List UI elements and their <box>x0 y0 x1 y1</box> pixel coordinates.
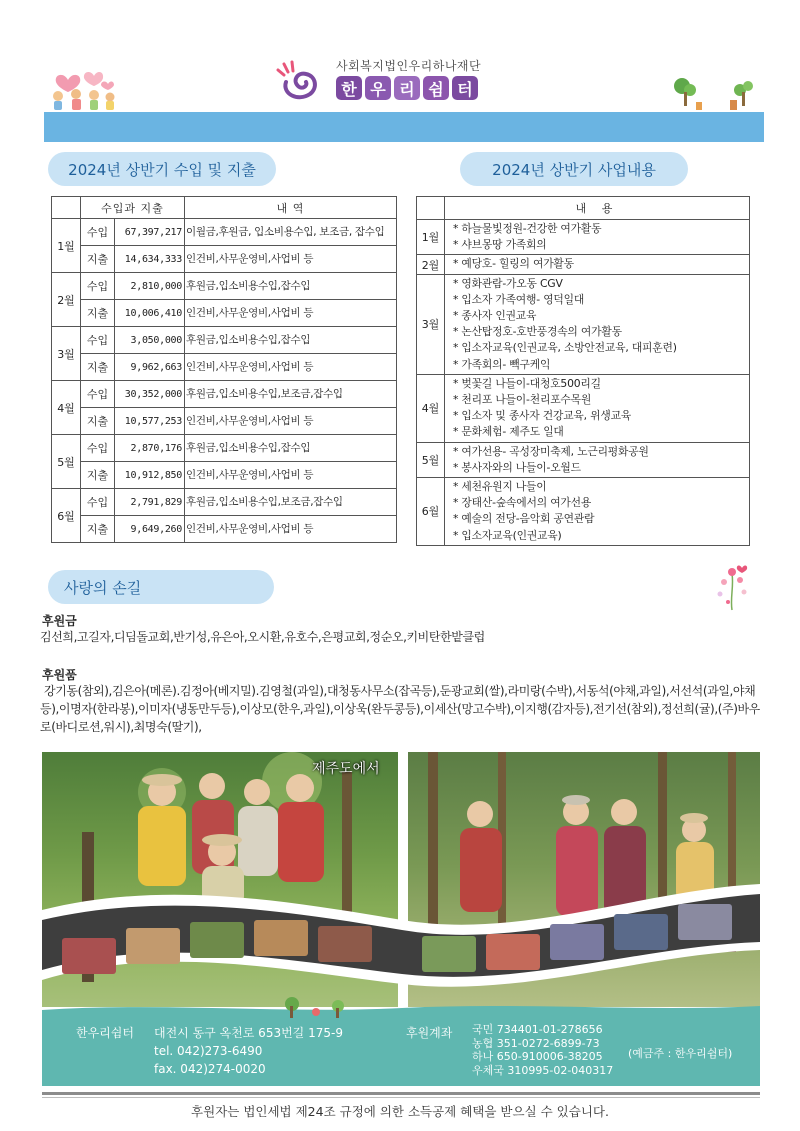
table-row <box>52 354 397 381</box>
program-item: * 논산탑정호-호반풍경속의 여가활동 <box>453 325 622 339</box>
table-row <box>52 327 397 354</box>
kind-cell: 지출 <box>81 462 115 489</box>
program-item: * 여가선용- 곡성장미축제, 노근리평화공원 <box>453 444 649 458</box>
table-row <box>52 246 397 273</box>
desc-cell: 인건비,사무운영비,사업비 등 <box>185 408 397 435</box>
kind-cell: 지출 <box>81 246 115 273</box>
program-items <box>445 220 750 255</box>
table-row <box>52 381 397 408</box>
footer-org-name: 한우리쉼터 <box>76 1026 134 1040</box>
flowers-illustration <box>710 560 756 614</box>
account-item: 농협 351-0272-6899-73 <box>472 1036 600 1050</box>
love-section-title: 사랑의 손길 <box>48 570 274 604</box>
month-cell: 6월 <box>417 478 445 546</box>
desc-cell: 인건비,사무운영비,사업비 등 <box>185 300 397 327</box>
program-items <box>445 374 750 442</box>
desc-cell: 인건비,사무운영비,사업비 등 <box>185 462 397 489</box>
month-header <box>52 197 81 219</box>
program-item: * 벚꽃길 나들이-대청호500리길 <box>453 376 601 390</box>
program-item: * 세천유원지 나들이 <box>453 480 547 494</box>
desc-cell: 후원금,입소비용수입,보조금,잡수입 <box>185 381 397 408</box>
kind-cell: 수입 <box>81 273 115 300</box>
amount-cell: 2,870,176 <box>115 435 185 462</box>
kind-cell: 지출 <box>81 408 115 435</box>
amount-cell: 2,810,000 <box>115 273 185 300</box>
kind-cell: 지출 <box>81 354 115 381</box>
kind-cell: 수입 <box>81 489 115 516</box>
table-header-row <box>52 197 397 219</box>
brand-char: 쉼 <box>423 76 449 100</box>
desc-cell: 후원금,입소비용수입,잡수입 <box>185 435 397 462</box>
month-header <box>417 197 445 220</box>
footer-account-label: 후원계좌 <box>406 1026 453 1040</box>
month-cell: 1월 <box>417 220 445 255</box>
brand-name <box>336 76 478 100</box>
table-row <box>52 435 397 462</box>
donation-goods-title: 후원품 <box>42 668 77 682</box>
photo-caption: 제주도에서 <box>312 761 380 777</box>
desc-cell: 후원금,입소비용수입,잡수입 <box>185 327 397 354</box>
month-cell: 1월 <box>52 219 81 273</box>
amount-cell: 10,577,253 <box>115 408 185 435</box>
month-cell: 3월 <box>417 274 445 374</box>
table-row <box>417 274 750 374</box>
program-items <box>445 274 750 374</box>
income-section-title: 2024년 상반기 수입 및 지출 <box>48 152 276 186</box>
amount-cell: 9,649,260 <box>115 516 185 543</box>
desc-cell: 이월금,후원금, 입소비용수입, 보조금, 잡수입 <box>185 219 397 246</box>
donation-goods-list: 강기동(참외),김은아(메론).김정아(베지밀).김영철(과일),대청동사무소(잡곡등),둔광교회(쌀),라미랑(수박),서동석(야채,과일),서선석(과일,야채등),이명자(한라봉),이미자(냉동만두등),이상모(한우,과일),이상욱(완두콩등),이세산(망고수박),이지행(감자등),전기선(참외),정선희(귤),(주)바우로(바디로션,워시),최명숙(딸기), <box>40 684 760 734</box>
month-cell: 5월 <box>417 442 445 477</box>
program-items <box>445 442 750 477</box>
program-item: * 장태산-숲속에서의 여가선용 <box>453 496 592 510</box>
type-header: 수입과 지출 <box>81 197 185 219</box>
brand-char: 리 <box>394 76 420 100</box>
table-row <box>52 273 397 300</box>
kind-cell: 수입 <box>81 381 115 408</box>
amount-cell: 67,397,217 <box>115 219 185 246</box>
program-item: * 입소자 및 종사자 건강교육, 위생교육 <box>453 409 632 423</box>
org-name: 사회복지법인우리하나재단 <box>336 59 482 73</box>
program-item: * 입소자 가족여행- 영덕일대 <box>453 292 585 306</box>
footer-accounts <box>472 1023 613 1077</box>
account-item: 국민 734401-01-278656 <box>472 1023 603 1036</box>
footer-contact <box>154 1024 343 1078</box>
table-row <box>417 220 750 255</box>
desc-cell: 후원금,입소비용수입,잡수입 <box>185 273 397 300</box>
program-item: * 영화관람-가오동 CGV <box>453 276 563 290</box>
plants-illustration <box>670 76 760 112</box>
account-item: 우체국 310995-02-040317 <box>472 1063 614 1077</box>
account-item: 하나 650-910006-38205 <box>472 1050 603 1063</box>
amount-cell: 10,006,410 <box>115 300 185 327</box>
brand-char: 터 <box>452 76 478 100</box>
table-row <box>52 219 397 246</box>
program-item: * 종사자 인권교육 <box>453 309 537 323</box>
brand-char: 우 <box>365 76 391 100</box>
footer-tel: tel. 042)273-6490 <box>154 1044 263 1058</box>
header-bar <box>44 112 764 142</box>
kind-cell: 지출 <box>81 516 115 543</box>
table-row <box>52 408 397 435</box>
footer-divider-thin <box>42 1097 760 1098</box>
footer-address: 대전시 동구 옥천로 653번길 175-9 <box>154 1026 343 1040</box>
amount-cell: 3,050,000 <box>115 327 185 354</box>
table-row <box>417 255 750 274</box>
table-row <box>52 516 397 543</box>
brand-char: 한 <box>336 76 362 100</box>
amount-cell: 30,352,000 <box>115 381 185 408</box>
content-header: 내 용 <box>445 197 750 220</box>
program-item: * 봉사자와의 나들이-오월드 <box>453 460 581 474</box>
amount-cell: 2,791,829 <box>115 489 185 516</box>
footer-fax: fax. 042)274-0020 <box>154 1062 266 1076</box>
desc-cell: 인건비,사무운영비,사업비 등 <box>185 354 397 381</box>
program-items <box>445 478 750 546</box>
program-item: * 하늘물빛정원-건강한 여가활동 <box>453 222 602 235</box>
footer <box>42 1018 760 1086</box>
program-item: * 천리포 나들이-천리포수목원 <box>453 393 592 407</box>
desc-cell: 인건비,사무운영비,사업비 등 <box>185 516 397 543</box>
program-item: * 예당호- 힐링의 여가활동 <box>453 257 574 271</box>
table-row <box>52 462 397 489</box>
program-item: * 문화체험- 제주도 일대 <box>453 425 564 439</box>
finance-table <box>51 196 397 543</box>
table-row <box>52 300 397 327</box>
footer-divider <box>42 1092 760 1095</box>
program-section-title: 2024년 상반기 사업내용 <box>460 152 688 186</box>
program-item: * 입소자교육(인권교육) <box>453 528 562 542</box>
month-cell: 3월 <box>52 327 81 381</box>
month-cell: 4월 <box>52 381 81 435</box>
program-item: * 가족회의- 빽구케익 <box>453 357 551 371</box>
program-item: * 입소자교육(인권교육, 소방안전교육, 대피훈련) <box>453 341 677 355</box>
kind-cell: 수입 <box>81 327 115 354</box>
header <box>0 0 800 112</box>
table-row <box>52 489 397 516</box>
month-cell: 6월 <box>52 489 81 543</box>
logo-icon <box>272 60 322 104</box>
donation-money-title: 후원금 <box>42 614 77 628</box>
desc-cell: 인건비,사무운영비,사업비 등 <box>185 246 397 273</box>
children-hearts-illustration <box>46 68 126 110</box>
program-items <box>445 255 750 274</box>
table-header-row <box>417 197 750 220</box>
amount-cell: 9,962,663 <box>115 354 185 381</box>
month-cell: 2월 <box>417 255 445 274</box>
desc-cell: 후원금,입소비용수입,보조금,잡수입 <box>185 489 397 516</box>
table-row <box>417 374 750 442</box>
desc-header: 내 역 <box>185 197 397 219</box>
amount-cell: 14,634,333 <box>115 246 185 273</box>
table-row <box>417 442 750 477</box>
month-cell: 5월 <box>52 435 81 489</box>
program-table <box>416 196 750 546</box>
footer-account-holder: (예금주 : 한우리쉼터) <box>628 1047 733 1060</box>
tax-deduction-note: 후원자는 법인세법 제24조 규정에 의한 소득공제 혜택을 받으실 수 있습니다. <box>191 1104 609 1119</box>
program-item: * 예술의 전당-음악회 공연관람 <box>453 512 595 526</box>
kind-cell: 지출 <box>81 300 115 327</box>
month-cell: 2월 <box>52 273 81 327</box>
kind-cell: 수입 <box>81 219 115 246</box>
donation-money-list: 김선희,고길자,디딤돌교회,반기성,유은아,오시환,유호수,은평교회,정순오,키비탄한밭클럽 <box>40 630 485 644</box>
table-row <box>417 478 750 546</box>
month-cell: 4월 <box>417 374 445 442</box>
program-item: * 샤브몽땅 가족회의 <box>453 238 547 252</box>
kind-cell: 수입 <box>81 435 115 462</box>
filmstrip-photos <box>42 880 760 1008</box>
amount-cell: 10,912,850 <box>115 462 185 489</box>
